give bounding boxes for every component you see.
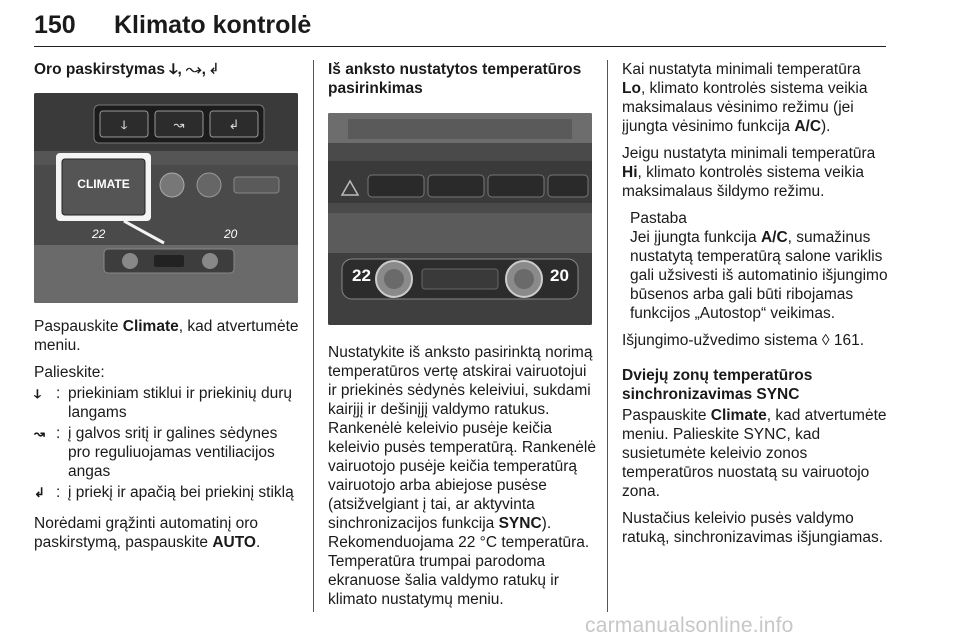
temperature-knobs-illustration xyxy=(328,113,592,325)
page-title: Klimato kontrolė xyxy=(114,11,312,39)
page-header xyxy=(34,8,886,42)
note-title: Pastaba xyxy=(630,210,687,227)
temp-right-display: 20 xyxy=(224,227,238,241)
paragraph: Norėdami grąžinti automatinį oro paskirstymą, paspauskite AUTO. xyxy=(34,515,261,551)
paragraph: Nustatykite iš anksto pasirinktą norimą temperatūros vertę atskirai vairuotojui ir priekinės sėdynės keleiviui, sukdami kairįjį ir dešinįjį valdymo ratukus. Rankenėlė keleivio pusėje keičia keleivio pusės temperatūrą. Rankenėlė vairuotojo pusėje keičia temperatūrą vairuotojo arba abiejose pusėse (atsižvelgiant į tai, ar aktyvinta sinchronizacijos funkcija SYNC). Rekomenduojama 22 °C temperatūra. Temperatūra trumpai parodoma ekranuose šalia valdymo ratukų ir klimato nustatymų meniu. xyxy=(328,344,596,608)
paragraph: Nustačius keleivio pusės valdymo ratuką, sinchronizavimas išjungiamas. xyxy=(622,510,884,546)
feet-icon: ↲ xyxy=(34,485,45,500)
svg-text:↲: ↲ xyxy=(228,118,240,133)
temp-right-display: 20 xyxy=(550,266,569,285)
climate-button-label: CLIMATE xyxy=(77,177,130,191)
header-rule xyxy=(34,46,886,47)
definition-row: ↆ : priekiniam stiklui ir priekinių durų langams xyxy=(34,385,292,421)
watermark: carmanualsonline.info xyxy=(585,614,794,637)
page-reference-link[interactable]: 161 xyxy=(833,332,860,349)
climate-panel-illustration xyxy=(34,93,298,303)
paragraph: Paspauskite Climate, kad atvertumėte meniu. Palieskite SYNC, kad susietumėte keleivio zonos temperatūros nuostatą su vairuotojo zona. xyxy=(622,407,887,500)
section-heading: Dviejų zonų temperatūros sinchronizavimas SYNC xyxy=(622,367,813,403)
page-number: 150 xyxy=(34,11,76,39)
svg-text:↝: ↝ xyxy=(173,118,185,133)
column-3 xyxy=(622,60,888,547)
column-divider xyxy=(607,60,608,612)
paragraph: Išjungimo-užvedimo sistema ◊ 161. xyxy=(622,332,865,349)
definition-row: ↲ : į priekį ir apačią bei priekinį stiklą xyxy=(34,484,294,501)
svg-text:ↆ: ↆ xyxy=(120,118,128,133)
column-divider xyxy=(313,60,314,612)
definition-row: ↝ : į galvos sritį ir galines sėdynes pro reguliuojamas ventiliacijos angas xyxy=(34,425,278,480)
paragraph: Paspauskite Climate, kad atvertumėte meniu. xyxy=(34,318,299,354)
feet-icon: ↲ xyxy=(210,61,218,78)
head-icon: ↝ xyxy=(34,426,45,441)
windshield-feet-icon: ↆ xyxy=(169,61,178,78)
section-heading: Iš anksto nustatytos temperatūros pasirinkimas xyxy=(328,61,582,97)
section-heading: Oro paskirstymas ↆ, ↝, ↲ xyxy=(34,61,218,78)
temp-left-display: 22 xyxy=(352,266,371,285)
note-text: Jei įjungta funkcija A/C, sumažinus nustatytą temperatūrą salone variklis gali užsivesti iš automatinio išjungimo būsenos arba gali būti ribojamas funkcijos „Autostop“ veikimas. xyxy=(630,229,888,322)
paragraph: Kai nustatyta minimali temperatūra Lo, klimato kontrolės sistema veikia maksimalaus vėsinimo režimu (jei įjungta vėsinimo funkcija A/C). xyxy=(622,61,868,135)
page-reference-icon: ◊ xyxy=(821,332,830,349)
note-block xyxy=(630,209,888,323)
paragraph: Jeigu nustatyta minimali temperatūra Hi, klimato kontrolės sistema veikia maksimalaus šildymo režimu. xyxy=(622,145,876,200)
paragraph: Palieskite: xyxy=(34,364,105,381)
windshield-feet-icon: ↆ xyxy=(34,386,41,401)
column-2 xyxy=(328,60,596,609)
temp-left-display: 22 xyxy=(92,227,106,241)
temperature-knobs-figure xyxy=(328,113,592,325)
column-1 xyxy=(34,60,300,552)
climate-panel-figure xyxy=(34,93,298,303)
head-icon: ↝ xyxy=(186,61,202,78)
